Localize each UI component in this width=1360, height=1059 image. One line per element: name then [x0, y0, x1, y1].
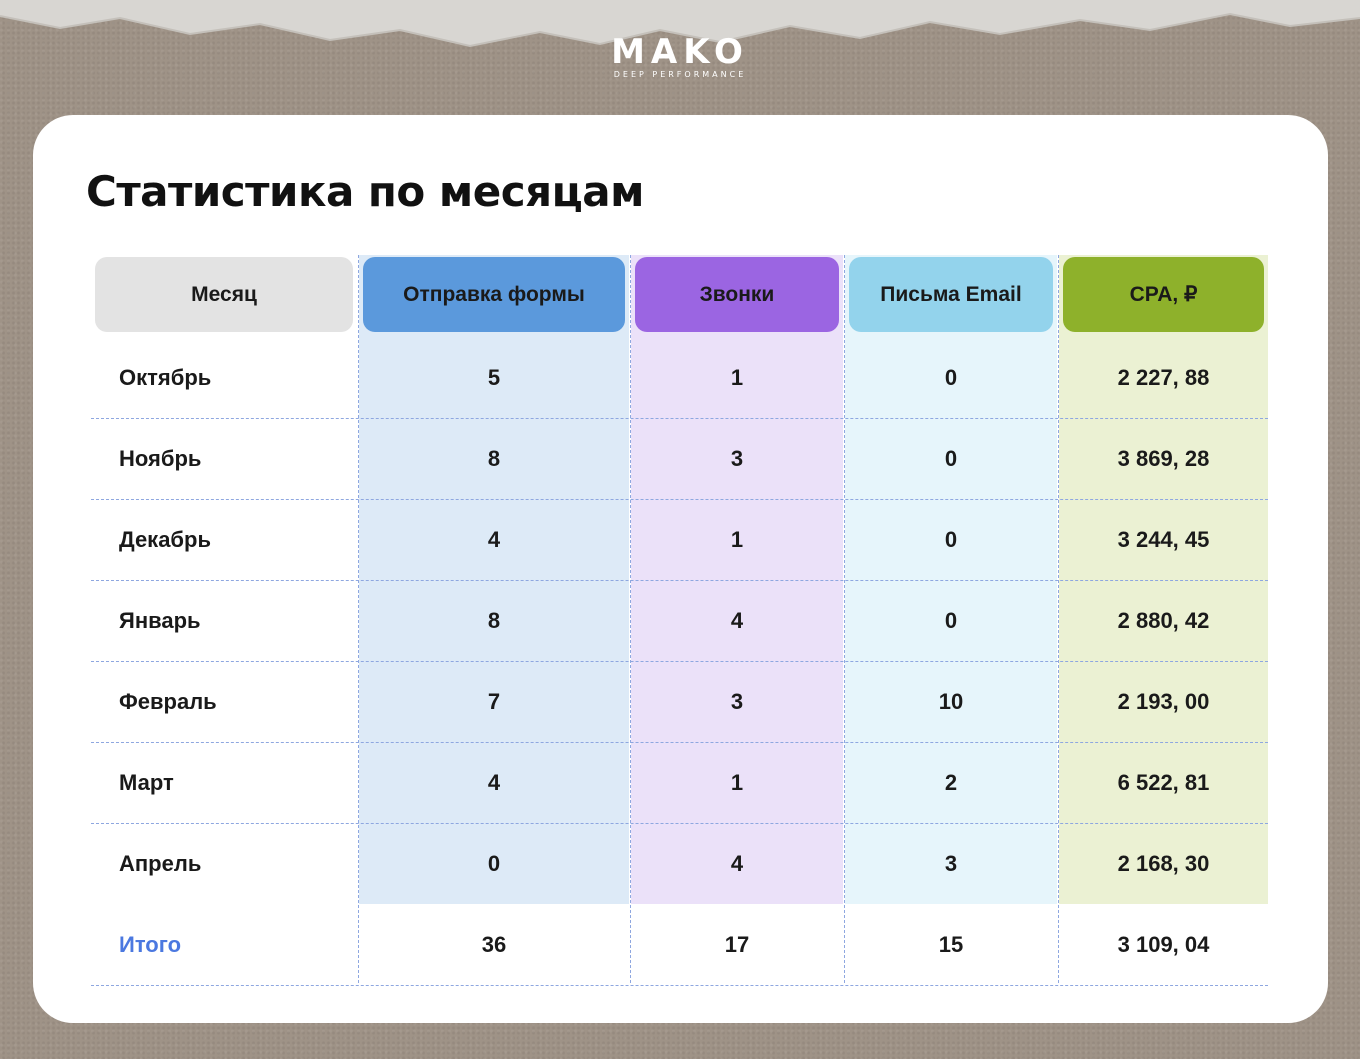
total-email: 15 — [938, 931, 964, 957]
cell-cpa: 6 522, 81 — [1117, 769, 1210, 795]
cell-month: Декабрь — [119, 526, 211, 552]
cell-email: 0 — [944, 364, 958, 390]
cell-month: Ноябрь — [119, 445, 202, 471]
cell-cpa: 2 168, 30 — [1117, 850, 1210, 876]
stats-table — [91, 255, 1268, 983]
cell-calls: 4 — [730, 607, 744, 633]
total-cpa: 3 109, 04 — [1117, 931, 1210, 957]
cell-month: Апрель — [119, 850, 202, 876]
cell-month: Январь — [119, 607, 201, 633]
cell-calls: 1 — [730, 769, 744, 795]
row-divider — [91, 742, 1268, 743]
cell-calls: 1 — [730, 526, 744, 552]
row-divider — [91, 661, 1268, 662]
cell-cpa: 3 244, 45 — [1117, 526, 1210, 552]
cell-email: 0 — [944, 445, 958, 471]
column-header-cpa: CPA, ₽ — [1063, 257, 1264, 332]
brand-logo — [0, 34, 1360, 80]
stats-card — [33, 115, 1328, 1023]
row-divider — [91, 580, 1268, 581]
row-divider — [91, 823, 1268, 824]
cell-forms: 5 — [487, 364, 501, 390]
cell-month: Октябрь — [119, 364, 212, 390]
cell-calls: 3 — [730, 688, 744, 714]
cell-cpa: 2 227, 88 — [1117, 364, 1210, 390]
cell-calls: 4 — [730, 850, 744, 876]
cell-cpa: 2 193, 00 — [1117, 688, 1210, 714]
cell-month: Февраль — [119, 688, 217, 714]
column-header-month: Месяц — [95, 257, 353, 332]
column-header-email: Письма Email — [849, 257, 1053, 332]
total-calls: 17 — [724, 931, 750, 957]
brand-name: MAKO — [611, 32, 749, 72]
row-divider — [91, 499, 1268, 500]
cell-forms: 8 — [487, 607, 501, 633]
brand-tagline: DEEP PERFORMANCE — [613, 70, 747, 79]
cell-cpa: 2 880, 42 — [1117, 607, 1210, 633]
cell-forms: 8 — [487, 445, 501, 471]
page-title: Статистика по месяцам — [86, 167, 644, 216]
cell-calls: 3 — [730, 445, 744, 471]
cell-forms: 4 — [487, 769, 501, 795]
cell-forms: 4 — [487, 526, 501, 552]
table-bottom-line — [91, 985, 1268, 986]
row-divider — [91, 418, 1268, 419]
total-month: Итого — [119, 931, 182, 957]
cell-calls: 1 — [730, 364, 744, 390]
cell-email: 0 — [944, 526, 958, 552]
column-header-forms: Отправка формы — [363, 257, 625, 332]
cell-forms: 0 — [487, 850, 501, 876]
cell-month: Март — [119, 769, 174, 795]
column-header-calls: Звонки — [635, 257, 839, 332]
cell-email: 10 — [938, 688, 964, 714]
cell-email: 2 — [944, 769, 958, 795]
cell-forms: 7 — [487, 688, 501, 714]
cell-cpa: 3 869, 28 — [1117, 445, 1210, 471]
cell-email: 3 — [944, 850, 958, 876]
total-forms: 36 — [481, 931, 507, 957]
cell-email: 0 — [944, 607, 958, 633]
